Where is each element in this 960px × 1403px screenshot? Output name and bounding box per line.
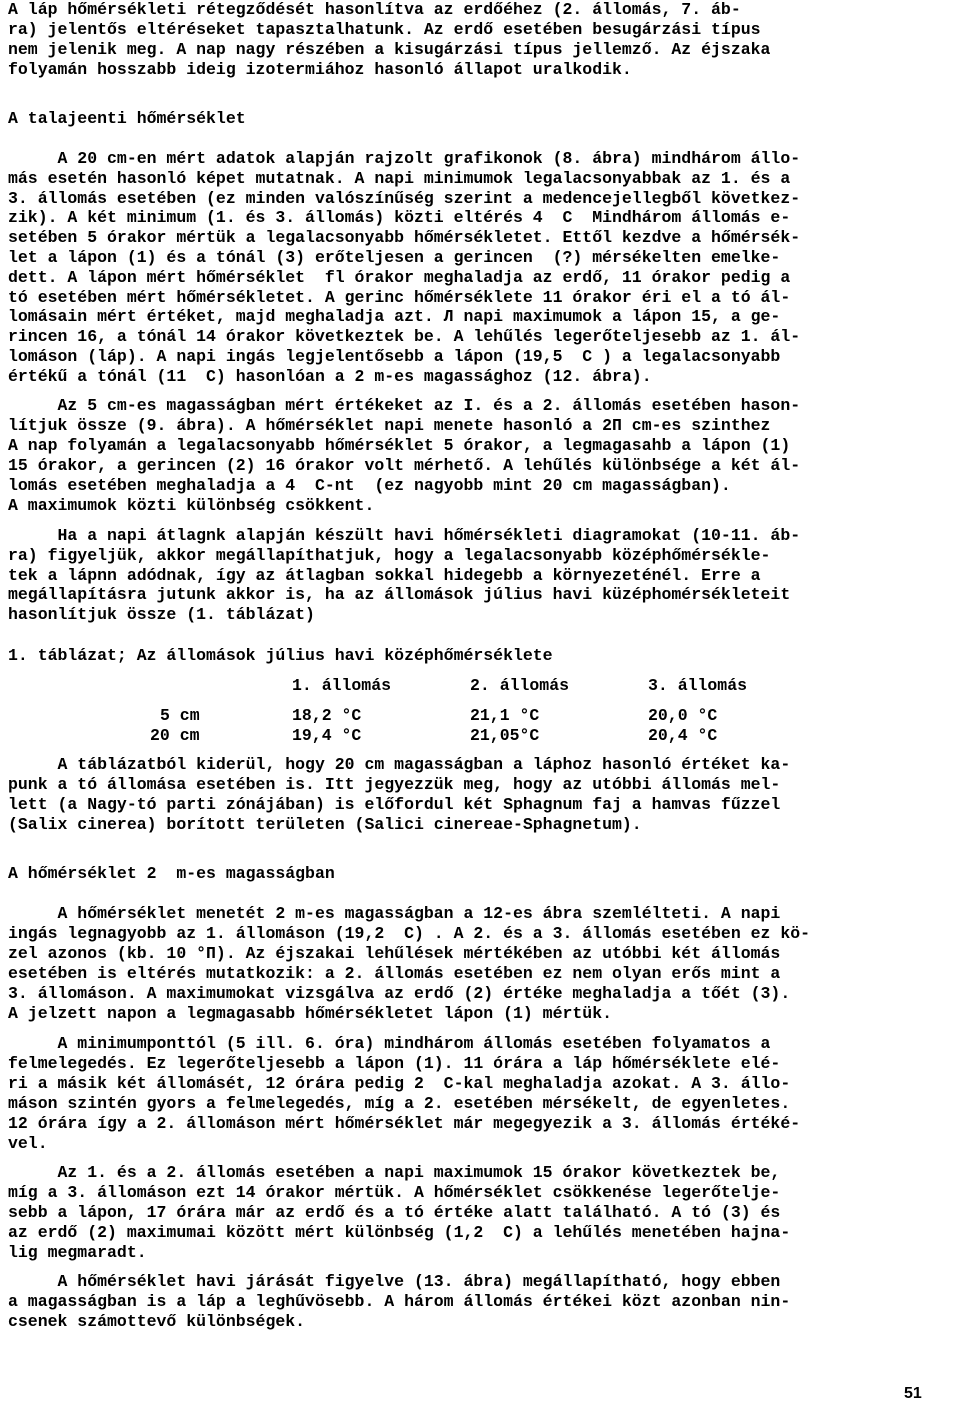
text-line: A hőmérséklet menetét 2 m-es magasságban a 12-es ábra szemlélteti. A napi [8, 904, 781, 923]
text-line: Ha a napi átlagnk alapján készült havi hőmérsékleti diagramokat (10-11. áb- [8, 526, 801, 545]
text-line: setében 5 órakor mértük a legalacsonyabb hőmérsékletet. Ettől kezdve a hőmérsék- [8, 228, 801, 248]
text-line: Az 1. és a 2. állomás esetében a napi maximumok 15 órakor következtek be, [8, 1163, 781, 1182]
text-line: zel azonos (kb. 10 °П). Az éjszakai lehűlések mértékében az utóbbi két állomás [8, 943, 781, 963]
text-line: csenek számottevő különbségek. [8, 1312, 306, 1331]
section-heading: A talajeenti hőmérséklet [8, 109, 246, 128]
table-row-label: 20 cm [150, 726, 200, 745]
text-line: 3. állomás esetében (ez minden valószínűség szerint a medencejellegből következ- [8, 188, 801, 208]
text-line: máson szintén gyors a felmelegedés, míg a 2. esetében mérsékelt, de egyenletes. [8, 1093, 791, 1113]
text-line: az erdő (2) maximumai között mért különbség (1,2 C) a lehűlés menetében hajna- [8, 1222, 791, 1242]
text-line: let a lápon (1) és a tónál (3) erőteljesen a gerincen (?) mérsékelten emelke- [8, 248, 781, 267]
text-line: 12 órára így a 2. állomáson mért hőmérséklet már megegyezik a 3. állomás értéké- [8, 1113, 801, 1133]
table-cell: 21,05°C [470, 726, 540, 745]
text-line: A 20 cm-en mért adatok alapján rajzolt grafikonok (8. ábra) mindhárom állo- [8, 149, 801, 168]
text-line: lomásain mért értéket, majd meghaladja azt. Л napi maximumok a lápon 15, a ge- [8, 307, 781, 327]
text-line: A táblázatból kiderül, hogy 20 cm magasságban a láphoz hasonló értéket ka- [8, 755, 791, 774]
text-line: nem jelenik meg. A nap nagy részében a kisugárzási típus jellemző. Az éjszaka [8, 40, 771, 59]
text-line: ingás legnagyobb az 1. állomáson (19,2 C) . A 2. és a 3. állomás esetében ez kö- [8, 923, 811, 943]
text-line: rincen 16, a tónál 14 órakor következtek be. A lehűlés legerőteljesebb az 1. ál- [8, 327, 801, 347]
table-header: 2. állomás [470, 676, 570, 695]
table-cell: 18,2 °C [292, 706, 362, 725]
text-line: esetében is eltérés mutatkozik: a 2. állomás esetében ez nem olyan erős mint a [8, 963, 781, 983]
text-line: punk a tó állomása esetében is. Itt jegyezzük meg, hogy az utóbbi állomás mel- [8, 775, 781, 794]
text-line: tó esetében mért hőmérsékletet. A gerinc hőmérséklete 11 órakor éri el a tó ál- [8, 287, 791, 307]
text-line: más esetén hasonló képet mutatnak. A napi minimumok legalacsonyabbak az 1. és a [8, 168, 791, 188]
text-line: vel. [8, 1133, 48, 1153]
text-line: sebb a lápon, 17 órára már az erdő és a tó értéke alatt található. A tó (3) és [8, 1202, 781, 1222]
text-line: ri a másik két állomásét, 12 órára pedig 2 C-kal meghaladja azokat. A 3. állo- [8, 1073, 791, 1093]
text-line: A minimumponttól (5 ill. 6. óra) mindhárom állomás esetében folyamatos a [8, 1034, 771, 1053]
table-cell: 19,4 °C [292, 726, 362, 745]
page-number: 51 [904, 1385, 922, 1402]
text-line: Az 5 cm-es magasságban mért értékeket az I. és a 2. állomás esetében hason- [8, 396, 801, 415]
text-line: (Salix cinerea) borított területen (Salici cinereae-Sphagnetum). [8, 815, 642, 834]
text-line: míg a 3. állomáson ezt 14 órakor mértük. A hőmérséklet csökkenése legerőtelje- [8, 1182, 781, 1202]
table-row-label: 5 cm [160, 706, 200, 725]
text-line: tek a lápnn adódnak, így az átlagban sokkal hidegebb a környezeténél. Erre a [8, 565, 761, 585]
text-line: ra) figyeljük, akkor megállapíthatjuk, hogy a legalacsonyabb középhőmérsékle- [8, 545, 771, 565]
text-line: lett (a Nagy-tó parti zónájában) is előfordul két Sphagnum faj a hamvas fűzzel [8, 795, 781, 814]
text-line: A láp hőmérsékleti rétegződését hasonlítva az erdőéhez (2. állomás, 7. áb- [8, 0, 741, 19]
table-header: 3. állomás [648, 676, 748, 695]
text-line: értékű a tónál (11 C) hasonlóan a 2 m-es magassághoz (12. ábra). [8, 366, 652, 386]
section-heading: A hőmérséklet 2 m-es magasságban [8, 864, 335, 883]
text-line: a magasságban is a láp a leghűvösebb. A három állomás értékei közt azonban nin- [8, 1292, 791, 1311]
text-line: felmelegedés. Ez legerőteljesebb a lápon (1). 11 órára a láp hőmérséklete elé- [8, 1053, 781, 1073]
text-line: lomáson (láp). A napi ingás legjelentősebb a lápon (19,5 C ) a legalacsonyabb [8, 347, 781, 366]
table-caption: 1. táblázat; Az állomások július havi középhőmérséklete [8, 646, 553, 665]
text-line: lig megmaradt. [8, 1242, 147, 1262]
text-line: megállapításra jutunk akkor is, ha az állomások július havi küzéphomérsékleteit [8, 585, 791, 605]
text-line: folyamán hosszabb ideig izotermiához hasonló állapot uralkodik. [8, 60, 632, 79]
text-line: lítjuk össze (9. ábra). A hőmérséklet napi menete hasonló a 2П cm-es szinthez [8, 415, 771, 435]
table-cell: 20,0 °C [648, 706, 718, 725]
text-line: lomás esetében meghaladja a 4 C-nt (ez nagyobb mint 20 cm magasságban). [8, 475, 731, 495]
text-line: 3. állomáson. A maximumokat vizsgálva az erdő (2) értéke meghaladja a tőét (3). [8, 983, 791, 1003]
text-line: A maximumok közti különbség csökkent. [8, 495, 375, 515]
table-cell: 20,4 °C [648, 726, 718, 745]
text-line: zik). A két minimum (1. és 3. állomás) közti eltérés 4 C Mindhárom állomás e- [8, 208, 791, 228]
text-line: ra) jelentős eltéréseket tapasztalhatunk. Az erdő esetében besugárzási típus [8, 20, 761, 39]
table-header: 1. állomás [292, 676, 392, 695]
text-line: hasonlítjuk össze (1. táblázat) [8, 605, 315, 625]
text-line: A hőmérséklet havi járását figyelve (13. ábra) megállapítható, hogy ebben [8, 1272, 781, 1291]
text-line: A jelzett napon a legmagasabb hőmérsékletet lápon (1) mértük. [8, 1003, 612, 1023]
text-line: dett. A lápon mért hőmérséklet fl órakor meghaladja az erdő, 11 órakor pedig a [8, 267, 791, 287]
text-line: 15 órakor, a gerincen (2) 16 órakor volt mérhető. A lehűlés különbsége a két ál- [8, 455, 801, 475]
text-line: A nap folyamán a legalacsonyabb hőmérséklet 5 órakor, a legmagasahb a lápon (1) [8, 435, 791, 455]
table-cell: 21,1 °C [470, 706, 540, 725]
